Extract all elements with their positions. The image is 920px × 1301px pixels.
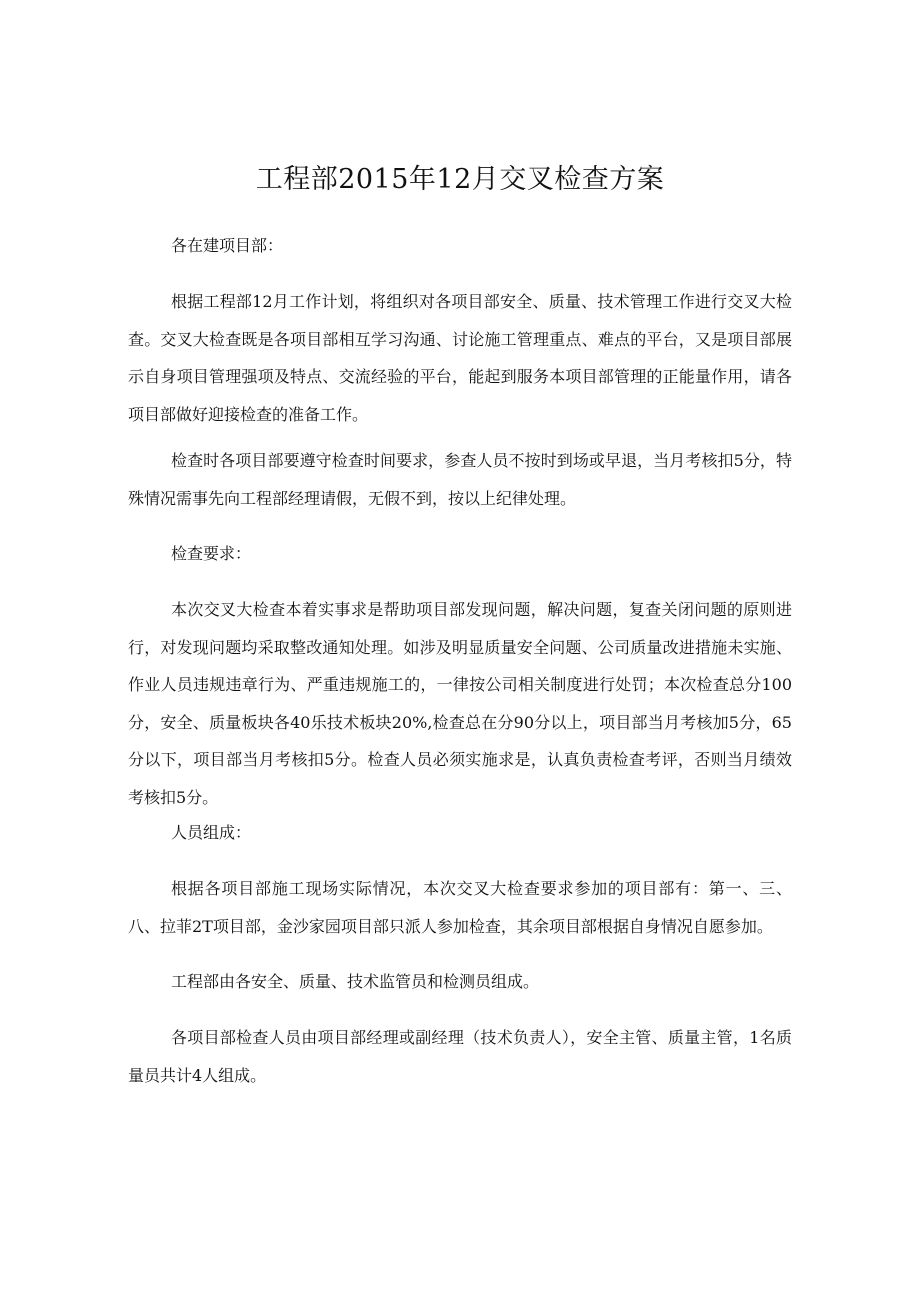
greeting: 各在建项目部： xyxy=(171,236,284,255)
paragraph-participants: 根据各项目部施工现场实际情况，本次交叉大检查要求参加的项目部有：第一、三、八、拉菲2T项目部，金沙家园项目部只派人参加检查，其余项目部根据自身情况自愿参加。 xyxy=(128,879,792,936)
paragraph-attendance: 检查时各项目部要遵守检查时间要求，参查人员不按时到场或早退，当月考核扣5分，特殊情况需事先向工程部经理请假，无假不到，按以上纪律处理。 xyxy=(128,451,792,508)
paragraph-intro: 根据工程部12月工作计划，将组织对各项目部安全、质量、技术管理工作进行交叉大检查。交叉大检查既是各项目部相互学习沟通、讨论施工管理重点、难点的平台，又是项目部展示自身项目管理强项及特点、交流经验的平台，能起到服务本项目部管理的正能量作用，请各项目部做好迎接检查的准备工作。 xyxy=(128,292,792,424)
paragraph-requirements: 本次交叉大检查本着实事求是帮助项目部发现问题，解决问题，复查关闭问题的原则进行，对发现问题均采取整改通知处理。如涉及明显质量安全问题、公司质量改进措施未实施、作业人员违规违章行为、严重违规施工的，一律按公司相关制度进行处罚；本次检查总分100分，安全、质量板块各40乐技术板块20%,检查总在分90分以上，项目部当月考核加5分，65分以下，项目部当月考核扣5分。检查人员必须实施求是，认真负责检查考评，否则当月绩效考核扣5分。 xyxy=(128,600,792,807)
document-title: 工程部2015年12月交叉检查方案 xyxy=(255,164,665,195)
paragraph-engineering-team: 工程部由各安全、质量、技术监管员和检测员组成。 xyxy=(171,972,540,991)
section-heading-requirements: 检查要求： xyxy=(171,544,252,563)
section-heading-staff: 人员组成： xyxy=(171,823,252,842)
paragraph-project-inspectors: 各项目部检查人员由项目部经理或副经理（技术负责人），安全主管、质量主管，1名质量员共计4人组成。 xyxy=(128,1028,792,1085)
